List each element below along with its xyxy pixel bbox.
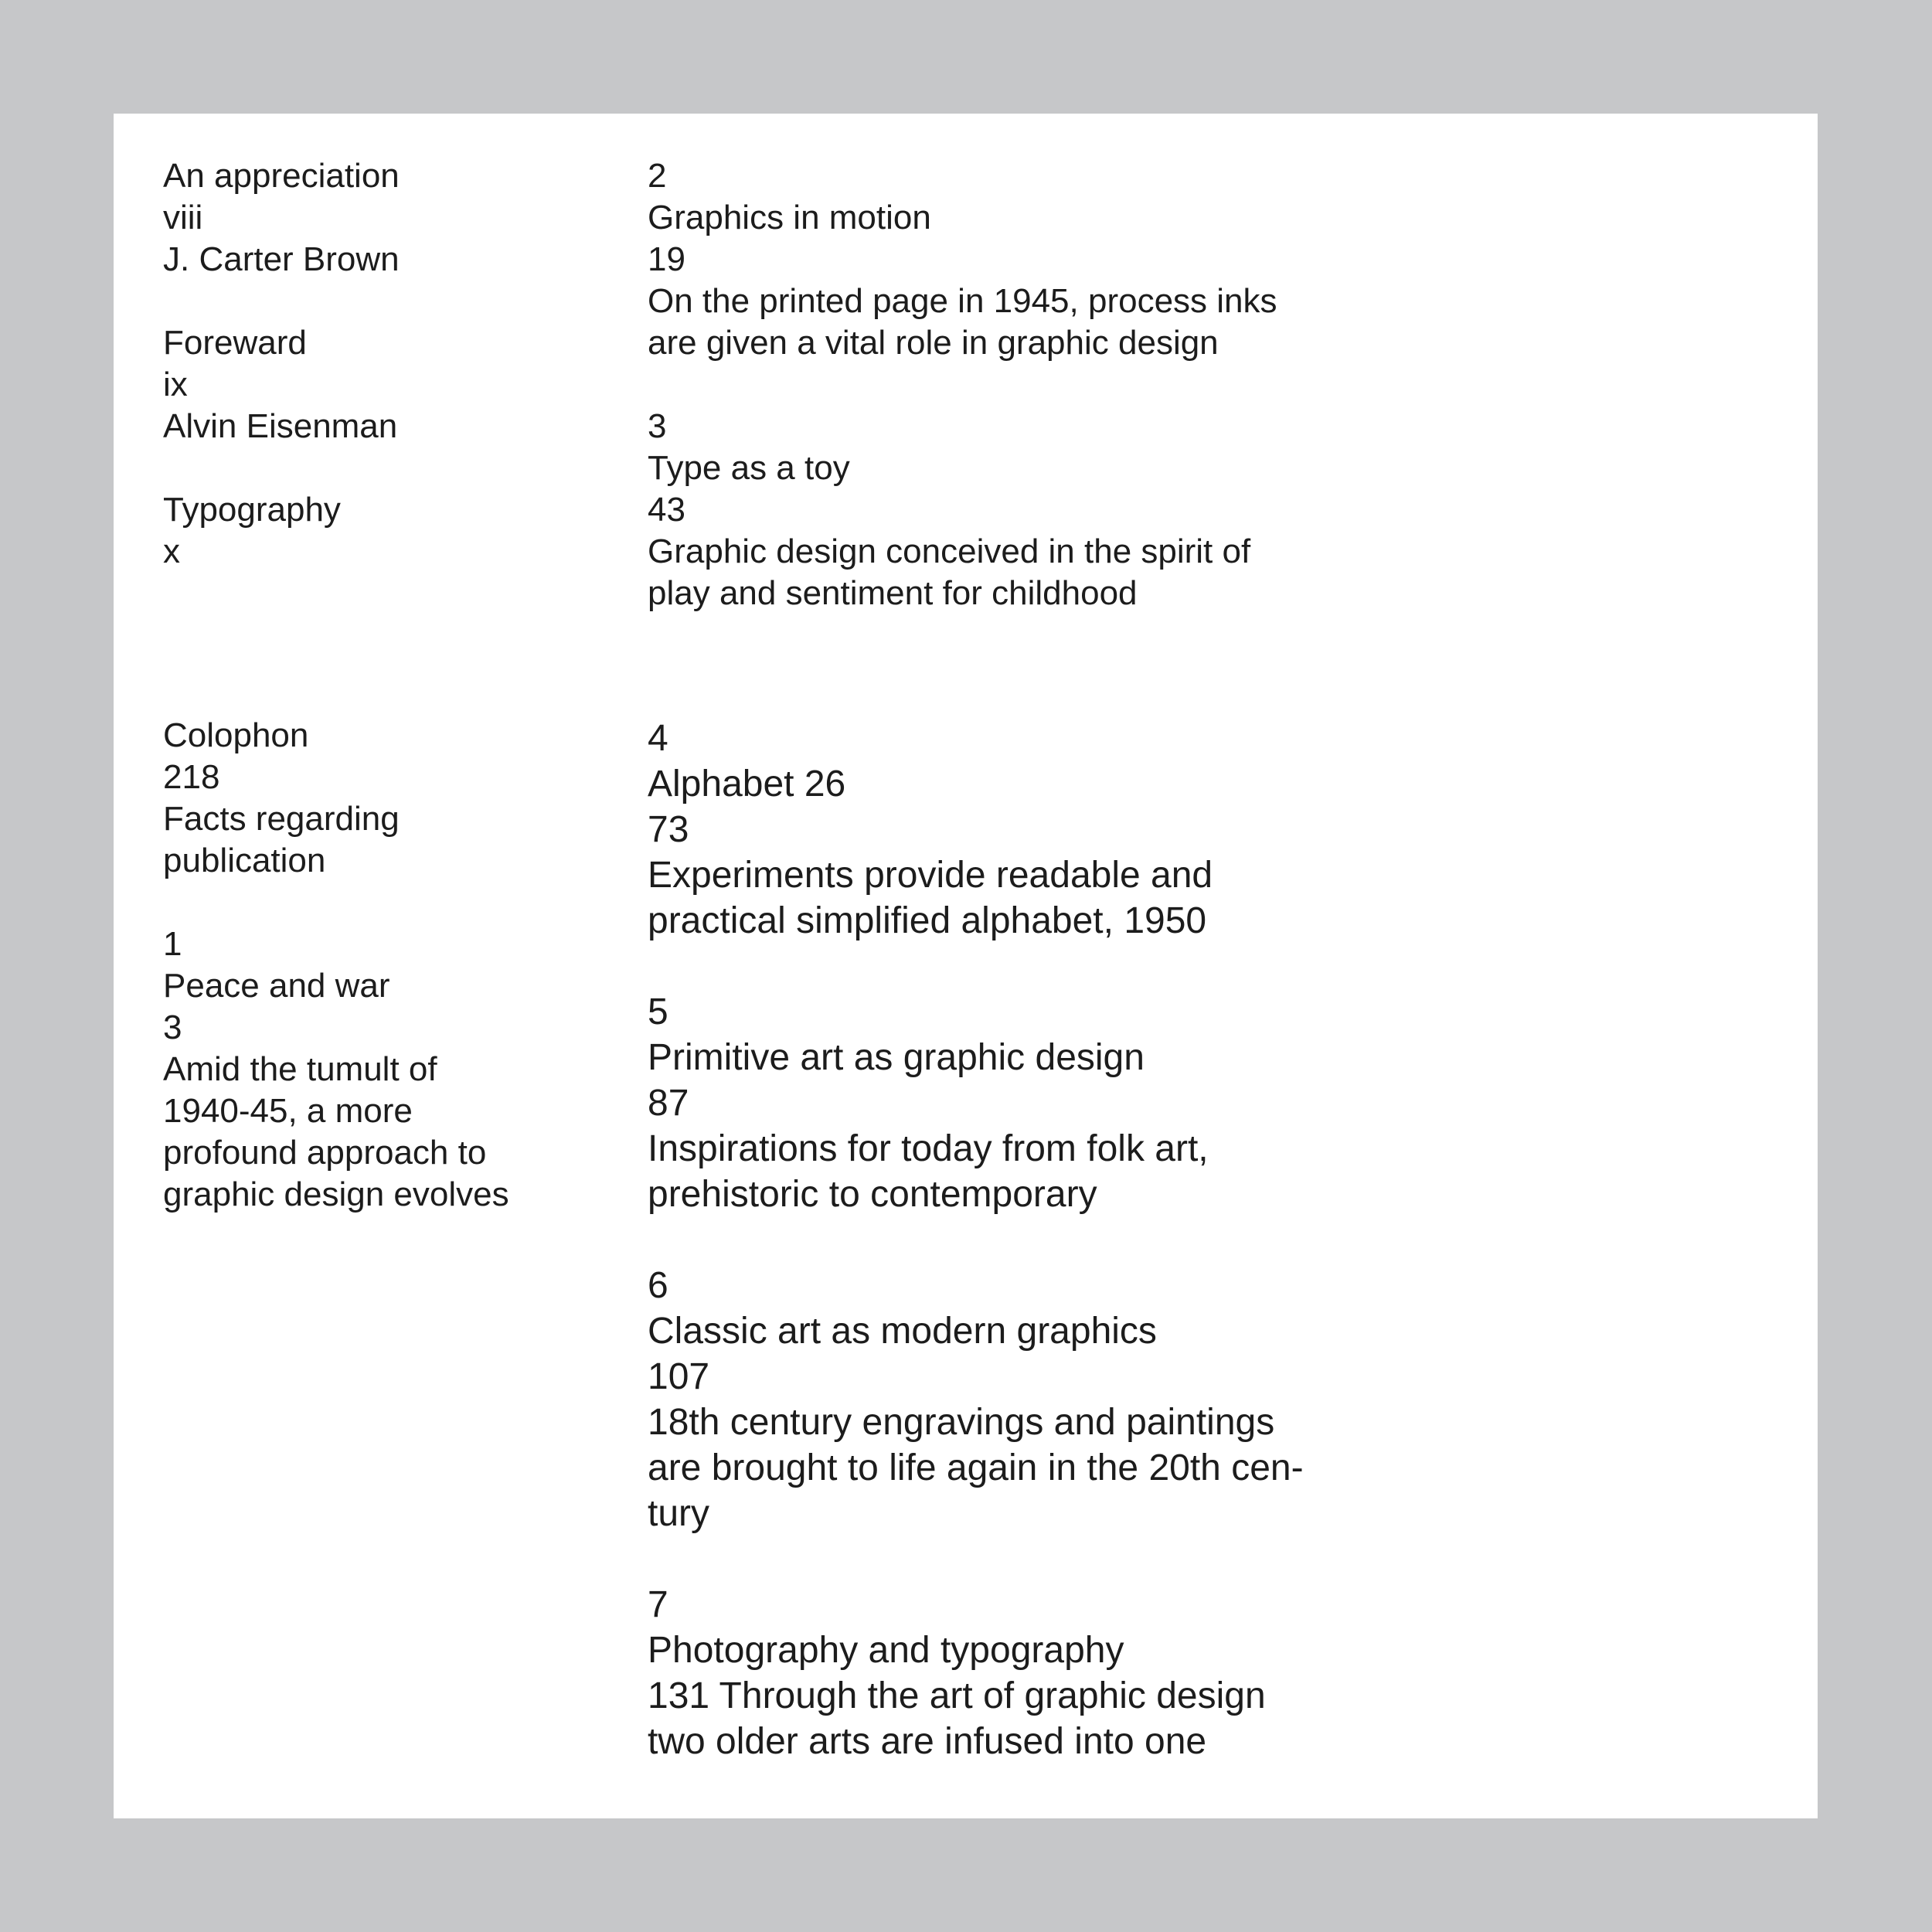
chapter-3-desc-line: Graphic design conceived in the spirit of <box>648 532 1251 570</box>
chapter-1-page: 3 <box>163 1009 182 1046</box>
spacer <box>163 281 400 322</box>
chapter-6-desc-line: are brought to life again in the 20th cen- <box>648 1447 1304 1488</box>
right-top-contents <box>648 155 1277 614</box>
chapter-3-number: 3 <box>648 407 667 445</box>
chapter-7-title: Photography and typography <box>648 1630 1124 1671</box>
chapter-2-desc-line: On the printed page in 1945, process inks <box>648 282 1277 320</box>
spacer <box>648 364 1277 406</box>
chapter-5-desc-line: prehistoric to contemporary <box>648 1174 1097 1215</box>
chapter-7-desc-line: two older arts are infused into one <box>648 1721 1207 1762</box>
spacer <box>648 944 1304 989</box>
appreciation-page: viii <box>163 199 203 236</box>
chapter-2-desc-line: are given a vital role in graphic design <box>648 324 1219 362</box>
chapter-5-desc-line: Inspirations for today from folk art, <box>648 1128 1209 1169</box>
chapter-2-title: Graphics in motion <box>648 199 931 236</box>
typography-title: Typography <box>163 491 341 529</box>
chapter-6-number: 6 <box>648 1265 668 1306</box>
chapter-2-number: 2 <box>648 157 667 195</box>
chapter-3-title: Type as a toy <box>648 449 850 487</box>
chapter-1-number: 1 <box>163 925 182 963</box>
left-top-contents <box>163 155 400 573</box>
chapter-4-desc-line: practical simplified alphabet, 1950 <box>648 900 1207 941</box>
chapter-5-page: 87 <box>648 1083 689 1124</box>
typography-page: x <box>163 532 180 570</box>
appreciation-title: An appreciation <box>163 157 400 195</box>
colophon-desc-line: publication <box>163 842 326 879</box>
chapter-1-desc-line: 1940-45, a more <box>163 1092 413 1130</box>
colophon-desc-line: Facts regarding <box>163 800 400 838</box>
chapter-2-page: 19 <box>648 240 685 278</box>
chapter-7-number: 7 <box>648 1584 668 1625</box>
colophon-title: Colophon <box>163 716 309 754</box>
chapter-4-page: 73 <box>648 809 689 850</box>
chapter-1-desc-line: Amid the tumult of <box>163 1050 437 1088</box>
chapter-1-desc-line: graphic design evolves <box>163 1175 509 1213</box>
foreward-author: Alvin Eisenman <box>163 407 398 445</box>
chapter-6-desc-line: tury <box>648 1493 710 1534</box>
contents-page <box>114 114 1818 1818</box>
appreciation-author: J. Carter Brown <box>163 240 400 278</box>
chapter-3-desc-line: play and sentiment for childhood <box>648 574 1138 612</box>
chapter-4-title: Alphabet 26 <box>648 764 846 804</box>
chapter-6-title: Classic art as modern graphics <box>648 1311 1157 1352</box>
spacer <box>648 1536 1304 1582</box>
foreward-title: Foreward <box>163 324 307 362</box>
chapter-6-desc-line: 18th century engravings and paintings <box>648 1402 1275 1443</box>
chapter-4-desc-line: Experiments provide readable and <box>648 855 1213 896</box>
right-bottom-contents <box>648 716 1304 1764</box>
spacer <box>163 882 509 923</box>
chapter-1-title: Peace and war <box>163 967 390 1005</box>
spacer <box>648 1217 1304 1263</box>
chapter-6-page: 107 <box>648 1356 710 1397</box>
chapter-3-page: 43 <box>648 491 685 529</box>
chapter-4-number: 4 <box>648 718 668 759</box>
chapter-1-desc-line: profound approach to <box>163 1134 487 1172</box>
chapter-5-number: 5 <box>648 992 668 1032</box>
chapter-7-desc-line: 131 Through the art of graphic design <box>648 1675 1266 1716</box>
chapter-5-title: Primitive art as graphic design <box>648 1037 1145 1078</box>
left-bottom-contents <box>163 715 509 1216</box>
spacer <box>163 447 400 489</box>
foreward-page: ix <box>163 366 188 403</box>
colophon-page: 218 <box>163 758 220 796</box>
